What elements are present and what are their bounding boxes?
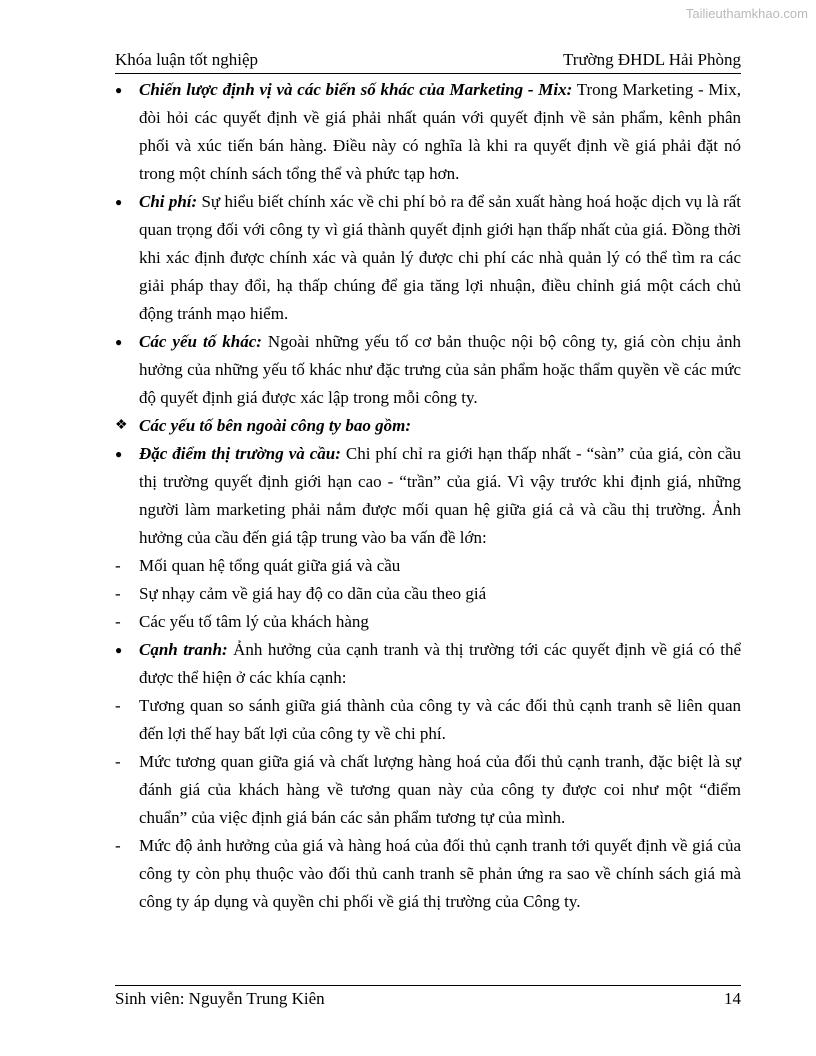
item-heading: Chi phí:	[139, 192, 198, 211]
page-content	[115, 76, 741, 916]
dash-marker: -	[115, 556, 121, 575]
dash-item-text: Mức tương quan giữa giá và chất lượng hàng hoá của đối thủ cạnh tranh, đặc biệt là sự đánh giá của khách hàng về tương quan này của công ty được coi như một “điểm chuẩn” của việc định giá bán các sản phẩm tương tự của mình.	[139, 752, 741, 827]
dash-item	[115, 832, 741, 916]
dash-item	[115, 748, 741, 832]
item-text: Ảnh hưởng của cạnh tranh và thị trường tới các quyết định về giá có thể được thể hiện ở các khía cạnh:	[139, 640, 741, 687]
dash-item	[115, 608, 741, 636]
dash-item	[115, 552, 741, 580]
dash-marker: -	[115, 752, 121, 771]
dash-marker: -	[115, 696, 121, 715]
bullet-icon: ●	[115, 335, 123, 349]
item-heading: Chiến lược định vị và các biến số khác của Marketing - Mix:	[139, 80, 573, 99]
dash-marker: -	[115, 584, 121, 603]
header-thesis-title: Khóa luận tốt nghiệp	[115, 50, 259, 69]
page-number: 14	[724, 989, 741, 1008]
bullet-item	[115, 76, 741, 188]
watermark: Tailieuthamkhao.com	[685, 6, 808, 21]
diamond-bullet-icon: ❖	[115, 418, 128, 433]
dash-marker: -	[115, 612, 121, 631]
bullet-icon: ●	[115, 447, 123, 461]
page-header	[115, 50, 741, 74]
dash-marker: -	[115, 836, 121, 855]
dash-item-text: Các yếu tố tâm lý của khách hàng	[139, 612, 369, 631]
item-text: Ngoài những yếu tố cơ bản thuộc nội bộ công ty, giá còn chịu ảnh hưởng của những yếu tố khác như đặc trưng của sản phẩm hoặc thẩm quyền về các mức độ quyết định giá được xác lập trong mỗi công ty.	[139, 332, 741, 407]
dash-item-text: Mối quan hệ tổng quát giữa giá và cầu	[139, 556, 401, 575]
item-text: Chi phí chỉ ra giới hạn thấp nhất - “sàn” của giá, còn cầu thị trường quyết định giới hạn cao - “trần” của giá. Vì vậy trước khi định giá, những người làm marketing phải nắm được mối quan hệ giữa giá cả và cầu thị trường. Ảnh hưởng của cầu đến giá tập trung vào ba vấn đề lớn:	[139, 444, 741, 547]
bullet-item	[115, 328, 741, 412]
bullet-item	[115, 188, 741, 328]
dash-item-text: Mức độ ảnh hưởng của giá và hàng hoá của đối thủ cạnh tranh tới quyết định về giá của công ty còn phụ thuộc vào đối thủ canh tranh sẽ phản ứng ra sao về chính sách giá mà công ty áp dụng và quyền chi phối về giá thị trường của Công ty.	[139, 836, 741, 911]
dash-item-text: Sự nhạy cảm về giá hay độ co dãn của cầu theo giá	[139, 584, 487, 603]
bullet-icon: ●	[115, 643, 123, 657]
bullet-item	[115, 440, 741, 552]
item-heading: Đặc điểm thị trường và cầu:	[139, 444, 341, 463]
item-text: Trong Marketing - Mix, đòi hỏi các quyết định về giá phải nhất quán với quyết định về sản phẩm, kênh phân phối và xúc tiến bán hàng. Điều này có nghĩa là khi ra quyết định về giá phải đặt nó trong một chính sách tổng thể và phức tạp hơn.	[139, 80, 741, 183]
dash-item	[115, 692, 741, 748]
item-heading: Các yếu tố khác:	[139, 332, 262, 351]
page-footer	[115, 985, 741, 1010]
item-heading: Cạnh tranh:	[139, 640, 228, 659]
bullet-icon: ●	[115, 83, 123, 97]
section-heading-text: Các yếu tố bên ngoài công ty bao gồm:	[139, 416, 411, 435]
dash-item-text: Tương quan so sánh giữa giá thành của công ty và các đối thủ cạnh tranh sẽ liên quan đến lợi thế hay bất lợi của công ty về chi phí.	[139, 696, 741, 743]
header-university: Trường ĐHDL Hải Phòng	[563, 50, 741, 69]
section-heading	[115, 412, 741, 440]
bullet-item	[115, 636, 741, 692]
footer-student-name: Sinh viên: Nguyễn Trung Kiên	[115, 989, 325, 1008]
item-text: Sự hiểu biết chính xác về chi phí bỏ ra để sản xuất hàng hoá hoặc dịch vụ là rất quan trọng đối với công ty vì giá thành quyết định giới hạn thấp nhất của giá. Đồng thời khi xác định được chính xác và quản lý được chi phí các nhà quản lý có thể tìm ra các giải pháp thay đổi, hạ thấp chúng để gia tăng lợi nhuận, điều chỉnh giá một cách chủ động tránh mạo hiểm.	[139, 192, 742, 323]
bullet-icon: ●	[115, 195, 123, 209]
dash-item	[115, 580, 741, 608]
